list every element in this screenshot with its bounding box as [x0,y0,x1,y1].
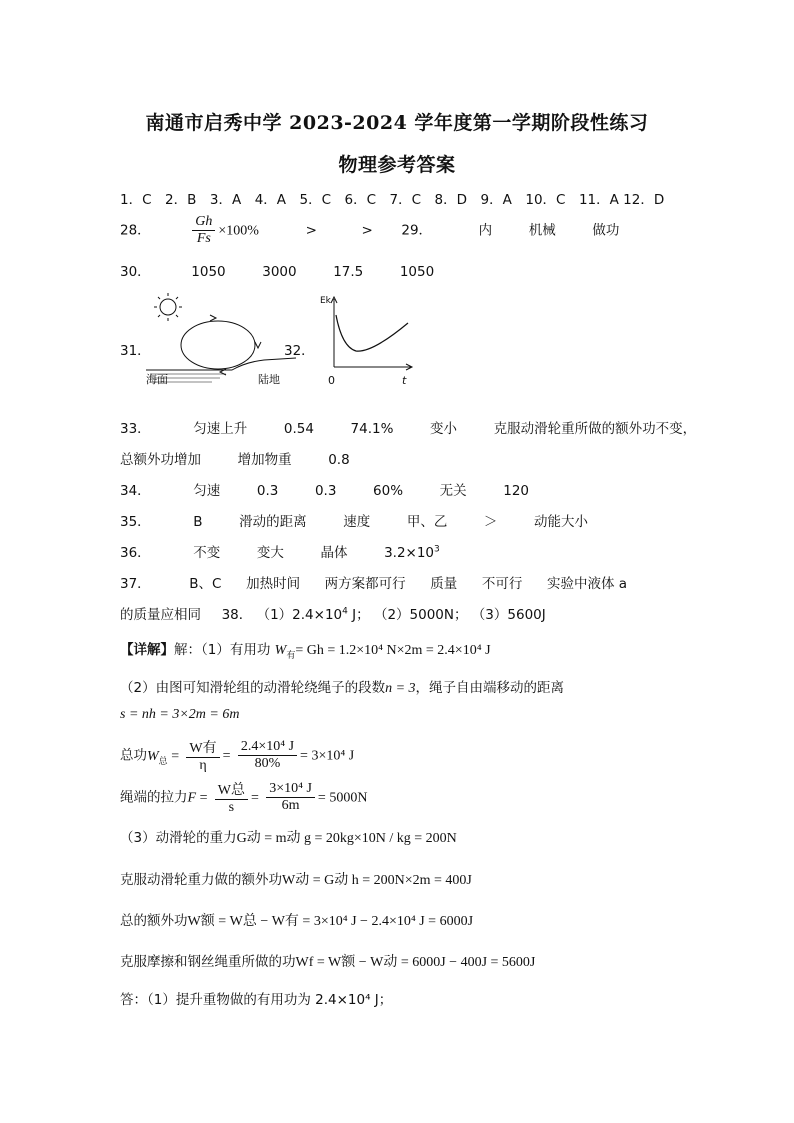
q33-answer-4: 变小 [430,421,458,437]
detail-line-9-text: 克服摩擦和钢丝绳重所做的功 [120,954,296,970]
ek-axis-label: Ek [320,296,331,306]
force-frac-1-den: s [228,800,235,815]
circulation-arrow-top [210,315,216,321]
q29-answer-2: 机械 [528,222,556,239]
detail-label: 【详解】 [120,642,174,658]
q34-answer-1: 匀速 [193,483,221,499]
q35-answer-2: 滑动的距离 [239,514,307,530]
detail-line-3: s = nh = 3×2m = 6m [120,707,240,722]
q34-answer-3: 0.3 [314,483,337,499]
answer-33-cont [120,448,350,468]
detail-line-1 [120,638,491,661]
circulation-arrow-right [255,342,261,348]
force-frac-1 [215,779,248,816]
force-frac-2-num: 3×10⁴ J [266,781,315,798]
q34-answer-4: 60% [373,483,404,499]
q31-number: 31． [120,343,151,359]
q30-answer-1: 1050 [191,264,226,280]
q29-answer-1: 内 [478,222,493,239]
detail-line-5-text: 绳端的拉力 [120,789,188,806]
detail-line-8-text: 总的额外功 [120,913,188,929]
q36-number: 36． [120,545,151,561]
q37-answer-4: 质量 [430,576,458,592]
q35-answer-4: 甲、乙 [406,514,448,530]
detail-line-2 [120,676,564,697]
q37-answer-1: B、C [189,576,222,592]
force-frac-2 [266,781,315,814]
sun-icon [154,293,182,321]
q37-answer-2: 加热时间 [246,576,301,592]
q37-answer-3: 两方案都可行 [324,576,406,592]
total-work-frac-2 [238,739,297,772]
detail-line-4-text: 总功 [120,747,147,764]
q28-fraction [192,214,215,247]
force-frac-2-den: 6m [281,798,300,813]
force-frac-1-num: W总 [215,779,248,800]
detail-line-7-text: 克服动滑轮重力做的额外功 [120,872,282,888]
q34-answer-2: 0.3 [256,483,279,499]
detail-line-6 [120,826,457,847]
detail-line-1-text: 解：（1）有用功 [174,642,271,658]
q36-answer-3: 晶体 [320,545,348,561]
q30-answer-2: 3000 [262,264,297,280]
w-useful-symbol: $W_有$ [274,643,296,660]
q38-number: 38． [221,607,253,623]
detail-line-9-math: Wf = W额 − W动 = 6000J − 400J = 5600J [295,955,536,970]
detail-line-5: 绳端的拉力F = $\frac{\text{W总}}{s}$ = $\frac{\text{3×10⁴ J}}{6m}$ = 5000N [120,781,368,815]
q30-answer-4: 1050 [399,264,435,280]
final-answer: 答：（1）提升重物做的有用功为 2.4×10⁴ J； [120,992,393,1008]
q33-answer-5-cont: 总额外功增加 [120,452,201,468]
q33-number: 33． [120,421,151,437]
detail-line-2-rest: ，绳子自由端移动的距离 [415,680,565,696]
t-axis-label: t [402,374,407,387]
q36-answer-2: 变大 [256,545,284,561]
total-work-frac-1-den: η [199,758,207,773]
total-work-frac-1-num: W有 [186,737,219,758]
q37-number: 37． [120,576,151,592]
land-label: 陆地 [258,373,280,386]
q36-answer-1: 不变 [193,545,221,561]
q32-number: 32． [284,343,315,359]
q29-answer-3: 做功 [592,222,620,239]
q38-part-2: （2）5000N； [373,607,468,623]
q33-answer-5: 克服动滑轮重所做的额外功不变， [493,421,697,437]
q37-answer-6-cont: 的质量应相同 [120,607,201,623]
total-work-frac-2-num: 2.4×10⁴ J [238,739,297,756]
q34-number: 34． [120,483,151,499]
page-title: 南通市启秀中学 2023-2024 学年度第一学期阶段性练习 [145,112,649,134]
q35-answer-1: B [193,514,203,530]
q33-answer-1: 匀速上升 [193,421,248,437]
force-symbol: F = [187,790,208,806]
detail-line-7-math: W动 = G动 h = 200N×2m = 400J [282,873,472,888]
total-work-frac-1 [186,737,219,774]
q28-number: 28． [120,222,151,239]
q28-answer-2: > [305,222,317,239]
answer-35 [120,510,588,530]
detail-line-4: 总功$W_总$ = $\frac{\text{W有}}{\eta}$ = $\frac{\text{2.4×10⁴ J}}{80\%}$ = 3×10⁴ J [120,739,355,773]
detail-line-6-text: （3）动滑轮的重力 [120,830,237,846]
q28-suffix: ×100% [218,223,259,239]
origin-label: 0 [328,374,335,387]
answer-37-cont-38 [120,603,546,623]
q28-frac-den: Fs [196,231,211,246]
q37-answer-6: 实验中液体 a [546,576,628,592]
air-circulation-loop [181,321,255,369]
detail-line-1-math: = Gh = 1.2×10⁴ N×2m = 2.4×10⁴ J [295,643,491,658]
q35-answer-3: 速度 [343,514,371,530]
detail-line-9 [120,950,535,971]
detail-line-2-text: （2）由图可知滑轮组的动滑轮绕绳子的段数 [120,680,386,696]
detail-line-8 [120,909,473,930]
answer-37 [120,572,627,592]
q36-answer-4: $3.2\times 10^3$ [384,544,440,561]
answers-1-12: 1．C 2．B 3．A 4．A 5．C 6．C 7．C 8．D 9．A 10．C 11．A 12．D [120,192,665,208]
answer-30 [120,260,434,280]
q35-answer-5: ＞ [483,514,498,530]
q33-answer-2: 0.54 [283,421,314,437]
q28-frac-num: Gh [192,214,215,231]
answer-28-29 [120,214,619,247]
kinetic-energy-graph [312,295,422,385]
q28-answer-3: > [361,222,373,239]
q33-answer-6: 增加物重 [237,452,292,468]
answer-34 [120,479,529,499]
q34-answer-6: 120 [503,483,530,499]
q30-answer-3: 17.5 [333,264,364,280]
q29-number: 29． [401,222,433,239]
q37-answer-5: 不可行 [481,576,523,592]
q33-answer-7: 0.8 [328,452,350,468]
force-result: = 5000N [317,790,368,806]
answer-33 [120,417,696,437]
w-total-symbol: $W_总$ = [147,748,180,766]
total-work-frac-2-den: 80% [254,756,281,771]
q33-answer-3: 74.1% [350,421,394,437]
sea-label: 海面 [146,373,168,386]
q30-number: 30． [120,264,151,280]
q38-part-1: $(1)2.4\times 10^4$ J； [256,606,370,623]
detail-line-2-math: n = 3 [385,681,416,696]
total-work-result: = 3×10⁴ J [300,748,355,764]
detail-line-8-math: W额 = W总 − W有 = 3×10⁴ J − 2.4×10⁴ J = 6000J [187,914,474,929]
q35-number: 35． [120,514,151,530]
q35-answer-6: 动能大小 [534,514,589,530]
detail-line-6-math: G动 = m动 g = 20kg×10N / kg = 200N [236,831,457,846]
page-subtitle: 物理参考答案 [338,154,456,176]
q34-answer-5: 无关 [439,483,467,499]
detail-line-7 [120,868,472,889]
shoreline [146,358,296,370]
q38-part-3: （3）5600J [471,607,546,623]
ek-curve [336,315,408,351]
answer-36 [120,541,440,561]
